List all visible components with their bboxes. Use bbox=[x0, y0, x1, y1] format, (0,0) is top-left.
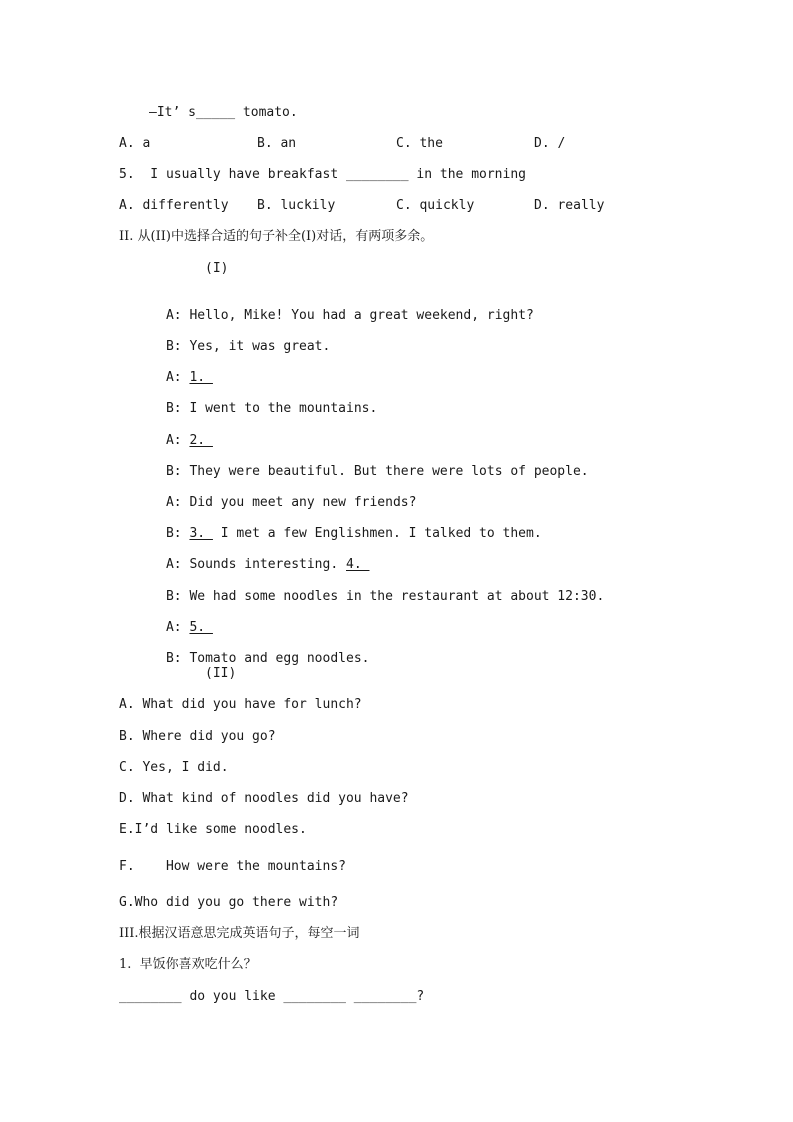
option-c: C. Yes, I did. bbox=[119, 760, 229, 775]
dialogue-text: They were beautiful. But there were lots of people. bbox=[189, 464, 589, 479]
q5-option-a: A. differently bbox=[119, 198, 229, 213]
dialogue-text: Yes, it was great. bbox=[189, 339, 331, 354]
part3-heading: III.根据汉语意思完成英语句子，每空一词 bbox=[119, 926, 360, 941]
q4-option-c: C. the bbox=[396, 136, 443, 151]
answer-blank-1[interactable]: 1. bbox=[189, 370, 213, 385]
dialogue-text: I went to the mountains. bbox=[189, 401, 378, 416]
speaker: A: bbox=[165, 308, 182, 323]
option-d: D. What kind of noodles did you have? bbox=[119, 791, 409, 806]
dialogue-line bbox=[119, 635, 369, 683]
speaker: B: bbox=[165, 526, 182, 541]
q4-answer-line: —It’ s_____ tomato. bbox=[149, 105, 298, 120]
q5-stem: 5. I usually have breakfast ________ in the morning bbox=[119, 167, 526, 182]
q5-option-d: D. really bbox=[534, 198, 605, 213]
answer-blank-2[interactable]: 2. bbox=[189, 433, 213, 448]
dialogue-text: We had some noodles in the restaurant at about 12:30. bbox=[189, 589, 605, 604]
q4-option-a: A. a bbox=[119, 136, 151, 151]
dialogue-text: Did you meet any new friends? bbox=[189, 495, 417, 510]
speaker: A: bbox=[165, 433, 182, 448]
option-b: B. Where did you go? bbox=[119, 729, 276, 744]
part3-q1-chinese: 1. 早饭你喜欢吃什么？ bbox=[119, 957, 257, 972]
part3-q1-english: ________ do you like ________ ________? bbox=[119, 989, 425, 1004]
speaker: A: bbox=[165, 557, 182, 572]
speaker: B: bbox=[165, 401, 182, 416]
speaker: B: bbox=[165, 589, 182, 604]
speaker: B: bbox=[165, 464, 182, 479]
option-a: A. What did you have for lunch? bbox=[119, 697, 362, 712]
section2-label: (II) bbox=[205, 666, 237, 681]
speaker: B: bbox=[165, 651, 182, 666]
dialogue-text: I met a few Englishmen. I talked to them. bbox=[212, 526, 542, 541]
dialogue-text: Sounds interesting. bbox=[189, 557, 346, 572]
option-f: F. How were the mountains? bbox=[119, 859, 346, 874]
option-e: E.I’d like some noodles. bbox=[119, 822, 307, 837]
dialogue-text: Tomato and egg noodles. bbox=[189, 651, 370, 666]
q4-option-d: D. / bbox=[534, 136, 566, 151]
answer-blank-3[interactable]: 3. bbox=[189, 526, 213, 541]
speaker: A: bbox=[165, 620, 182, 635]
answer-blank-4[interactable]: 4. bbox=[346, 557, 370, 572]
section1-label: (I) bbox=[205, 261, 229, 276]
speaker: A: bbox=[165, 370, 182, 385]
option-g: G.Who did you go there with? bbox=[119, 895, 339, 910]
speaker: A: bbox=[165, 495, 182, 510]
speaker: B: bbox=[165, 339, 182, 354]
q5-option-b: B. luckily bbox=[257, 198, 336, 213]
part2-heading: II. 从(II)中选择合适的句子补全(I)对话，有两项多余。 bbox=[119, 229, 434, 244]
dialogue-text: Hello, Mike! You had a great weekend, right? bbox=[189, 308, 534, 323]
q5-option-c: C. quickly bbox=[396, 198, 475, 213]
q4-option-b: B. an bbox=[257, 136, 297, 151]
answer-blank-5[interactable]: 5. bbox=[189, 620, 213, 635]
